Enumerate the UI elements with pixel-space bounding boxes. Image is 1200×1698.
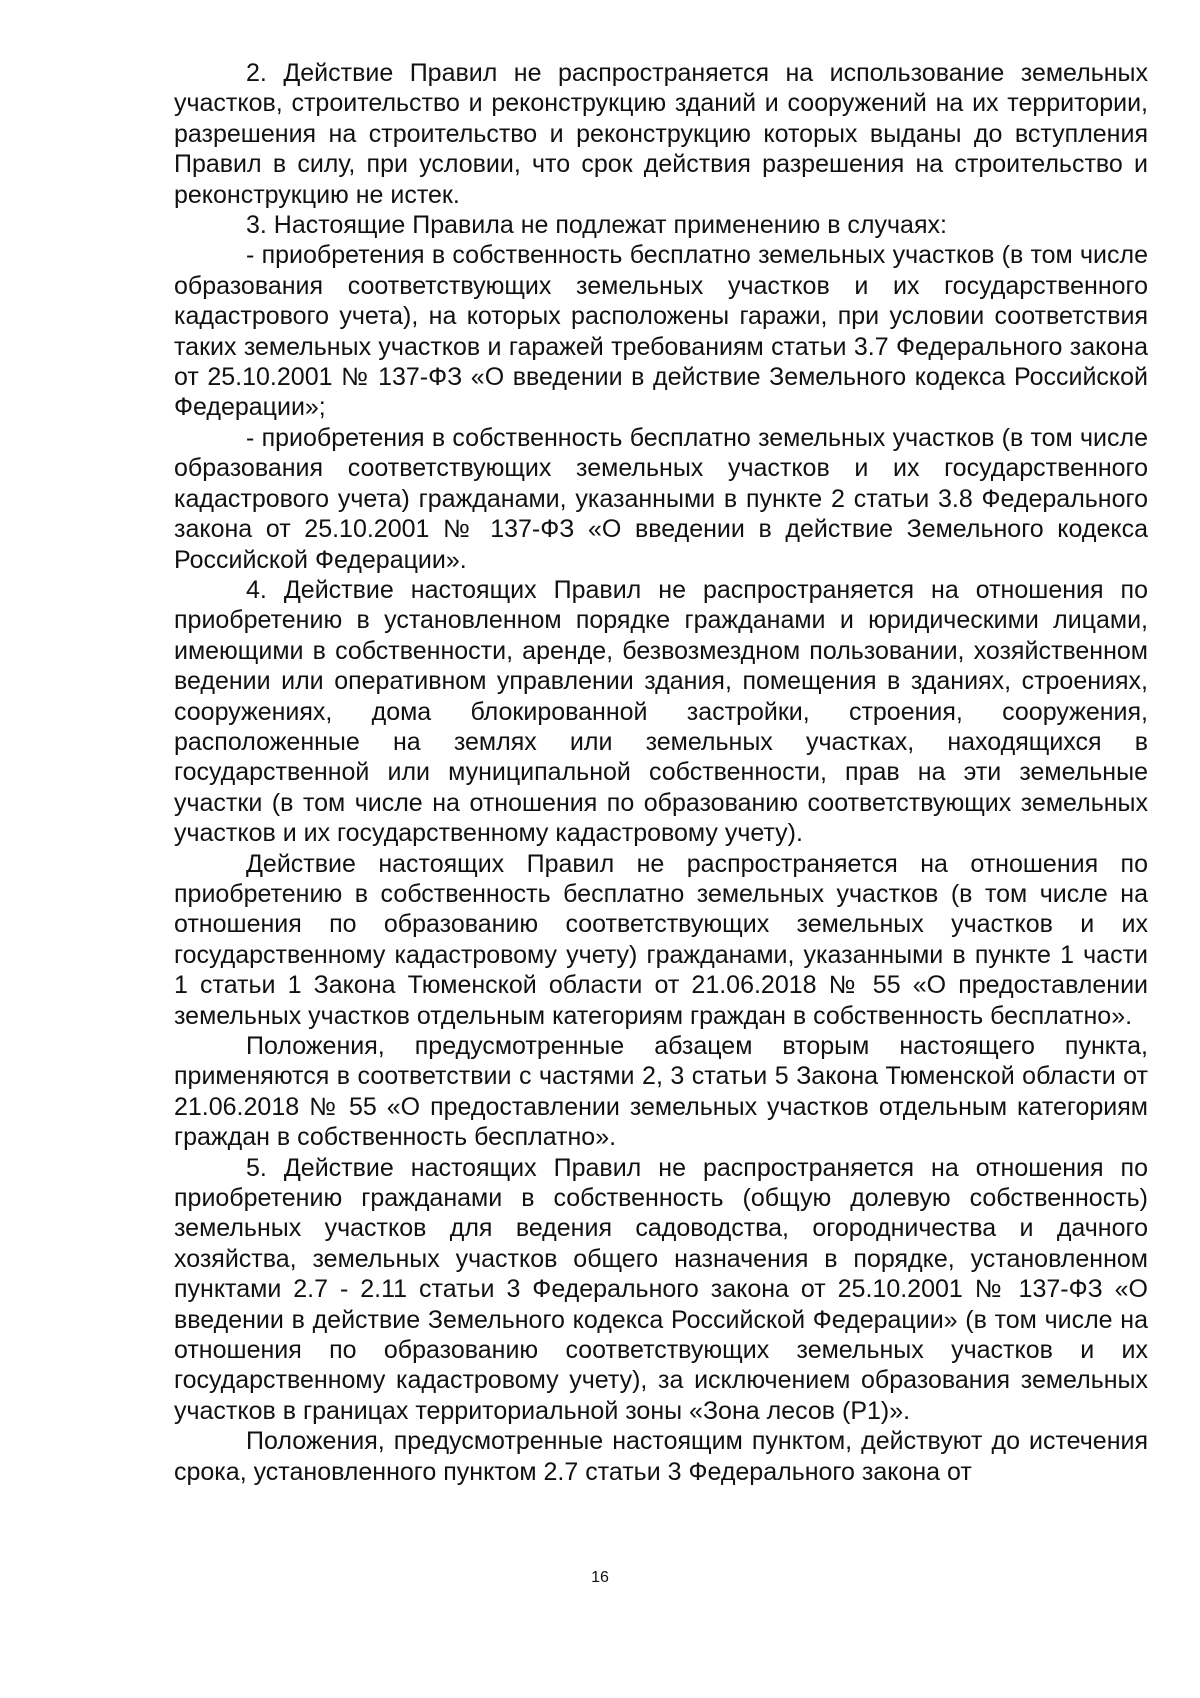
document-body [174, 58, 1148, 1487]
paragraph-3-item-garages: - приобретения в собственность бесплатно земельных участков (в том числе образования соответствующих земельных участков и их государственного кадастрового учета), на которых расположены гаражи, при условии соответствия таких земельных участков и гаражей требованиям статьи 3.7 Федерального закона от 25.10.2001 № 137-ФЗ «О введении в действие Земельного кодекса Российской Федерации»; [174, 241, 1148, 422]
paragraph-3: 3. Настоящие Правила не подлежат применению в случаях: [246, 211, 947, 240]
paragraph-2: 2. Действие Правил не распространяется на использование земельных участков, строительство и реконструкцию зданий и сооружений на их территории, разрешения на строительство и реконструкцию которых выданы до вступления Правил в силу, при условии, что срок действия разрешения на строительство и реконструкцию не истек. [174, 59, 1148, 209]
paragraph-3-item-citizens: - приобретения в собственность бесплатно земельных участков (в том числе образования соответствующих земельных участков и их государственного кадастрового учета) гражданами, указанными в пункте 2 статьи 3.8 Федерального закона от 25.10.2001 № 137-ФЗ «О введении в действие Земельного кодекса Российской Федерации». [174, 423, 1148, 574]
paragraph-4: 4. Действие настоящих Правил не распространяется на отношения по приобретению в установленном порядке гражданами и юридическими лицами, имеющими в собственности, аренде, безвозмездном пользовании, хозяйственном ведении или оперативном управлении здания, помещения в зданиях, строениях, сооружениях, дома блокированной застройки, строения, сооружения, расположенные на землях или земельных участках, находящихся в государственной или муниципальной собственности, прав на эти земельные участки (в том числе на отношения по образованию соответствующих земельных участков и их государственному кадастровому учету). [174, 575, 1148, 848]
page-number: 16 [591, 1569, 609, 1586]
paragraph-4-second: Действие настоящих Правил не распространяется на отношения по приобретению в собственность бесплатно земельных участков (в том числе на отношения по образованию соответствующих земельных участков и их государственному кадастровому учету) гражданами, указанными в пункте 1 части 1 статьи 1 Закона Тюменской области от 21.06.2018 № 55 «О предоставлении земельных участков отдельным категориям граждан в собственность бесплатно». [174, 849, 1148, 1030]
paragraph-5: 5. Действие настоящих Правил не распространяется на отношения по приобретению гражданами в собственность (общую долевую собственность) земельных участков для ведения садоводства, огородничества и дачного хозяйства, земельных участков общего назначения в порядке, установленном пунктами 2.7 - 2.11 статьи 3 Федерального закона от 25.10.2001 № 137-ФЗ «О введении в действие Земельного кодекса Российской Федерации» (в том числе на отношения по образованию соответствующих земельных участков и их государственному кадастровому учету), за исключением образования земельных участков в границах территориальной зоны «Зона лесов (Р1)». [174, 1153, 1148, 1425]
paragraph-4-third: Положения, предусмотренные абзацем вторым настоящего пункта, применяются в соответствии с частями 2, 3 статьи 5 Закона Тюменской области от 21.06.2018 № 55 «О предоставлении земельных участков отдельным категориям граждан в собственность бесплатно». [174, 1032, 1148, 1152]
paragraph-5-second: Положения, предусмотренные настоящим пунктом, действуют до истечения срока, установленного пунктом 2.7 статьи 3 Федерального закона от [174, 1427, 1148, 1486]
